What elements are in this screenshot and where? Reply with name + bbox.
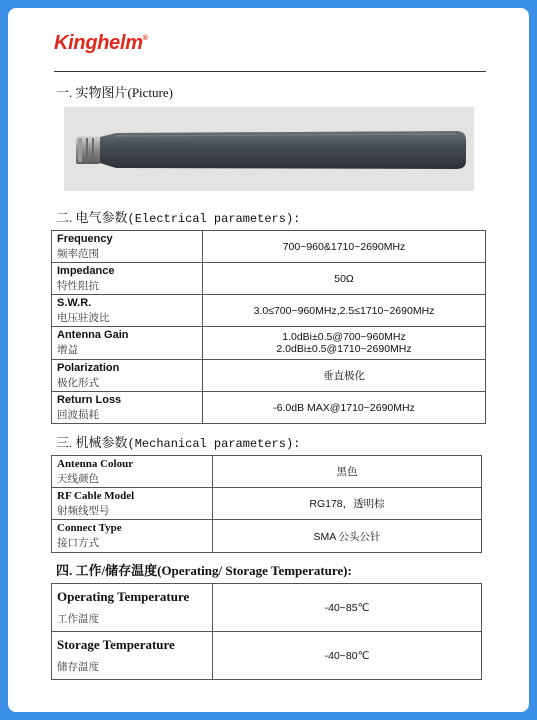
- header-rule: [54, 71, 486, 72]
- param-cell: Return Loss 回波损耗: [52, 392, 203, 424]
- table-row: [52, 360, 486, 392]
- electrical-parameters-table: [51, 230, 486, 424]
- value-cell: -40~80℃: [213, 632, 482, 680]
- table-row: [52, 520, 482, 553]
- table-row: [52, 295, 486, 327]
- value-cell: -40~85℃: [213, 584, 482, 632]
- value-cell: 1.0dBi±0.5@700~960MHz 2.0dBi±0.5@1710~2690MHz: [203, 327, 486, 360]
- value-cell: 3.0≤700~960MHz,2.5≤1710~2690MHz: [203, 295, 486, 327]
- param-cell: S.W.R. 电压驻波比: [52, 295, 203, 327]
- brand-name: Kinghelm: [54, 32, 143, 54]
- param-cell: Operating Temperature 工作温度: [52, 584, 213, 632]
- table-row: [52, 488, 482, 520]
- table-row: [52, 632, 482, 680]
- section-title-temperature: 四. 工作/储存温度(Operating/ Storage Temperature):: [56, 563, 352, 578]
- param-cell: Impedance 特性阻抗: [52, 263, 203, 295]
- value-cell: 700~960&1710~2690MHz: [203, 231, 486, 263]
- registered-mark: ®: [142, 35, 148, 42]
- antenna-photo: [64, 107, 474, 191]
- value-cell: 50Ω: [203, 263, 486, 295]
- table-row: [52, 392, 486, 424]
- value-cell: -6.0dB MAX@1710~2690MHz: [203, 392, 486, 424]
- table-row: [52, 327, 486, 360]
- antenna-illustration: [64, 107, 474, 191]
- document-page: [8, 8, 529, 712]
- param-cell: Antenna Gain 增益: [52, 327, 203, 360]
- table-row: [52, 231, 486, 263]
- value-cell: RG178，透明棕: [213, 488, 482, 520]
- param-cell: RF Cable Model 射频线型号: [52, 488, 213, 520]
- table-row: [52, 584, 482, 632]
- section-title-electrical: 二. 电气参数(Electrical parameters):: [56, 210, 301, 226]
- param-cell: Connect Type 接口方式: [52, 520, 213, 553]
- section-title-picture: 一. 实物图片(Picture): [56, 85, 173, 100]
- mechanical-parameters-table: [51, 455, 482, 553]
- param-cell: Antenna Colour 天线颜色: [52, 456, 213, 488]
- value-cell: SMA 公头公针: [213, 520, 482, 553]
- kinghelm-logo: [54, 32, 148, 55]
- table-row: [52, 263, 486, 295]
- param-cell: Polarization 极化形式: [52, 360, 203, 392]
- table-row: [52, 456, 482, 488]
- param-cell: Frequency 频率范围: [52, 231, 203, 263]
- param-cell: Storage Temperature 储存温度: [52, 632, 213, 680]
- value-cell: 垂直极化: [203, 360, 486, 392]
- temperature-table: [51, 583, 482, 680]
- value-cell: 黑色: [213, 456, 482, 488]
- section-title-mechanical: 三. 机械参数(Mechanical parameters):: [56, 435, 301, 451]
